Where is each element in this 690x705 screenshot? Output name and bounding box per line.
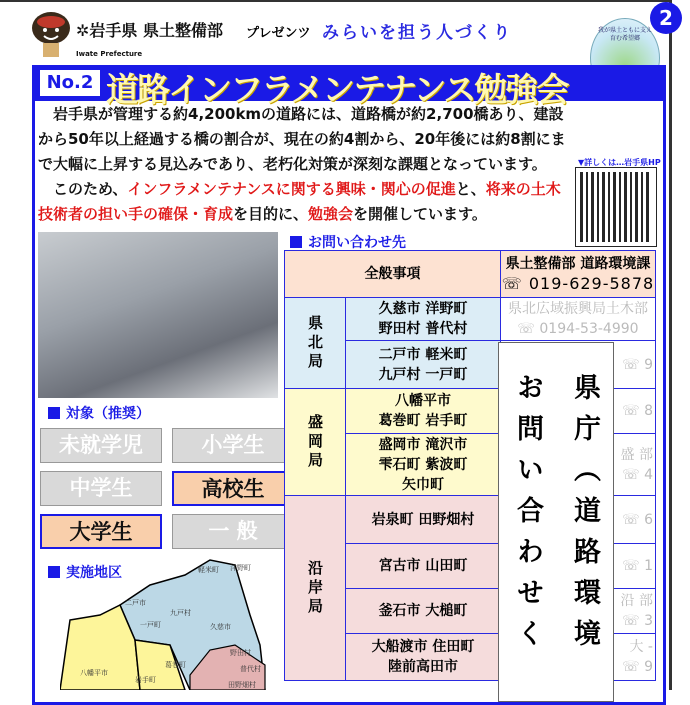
table-row — [285, 251, 656, 298]
areas — [346, 434, 501, 496]
map-label: 久慈市 — [210, 623, 231, 631]
office-contact — [501, 298, 656, 341]
prefecture-department: ✲岩手県 県土整備部 Iwate Prefecture — [76, 21, 224, 58]
area: 雫石町 紫波町 — [378, 456, 468, 473]
phone: ☏ 1 — [501, 544, 656, 589]
office: 沿 部 — [620, 593, 653, 609]
areas — [346, 298, 501, 341]
intro-paragraph-1: 岩手県が管理する約4,200kmの道路には、道路橋が約2,700橋あり、建設から50年以上経過する橋の割合が、現在の約4割から、20年後には約8割にまで大幅に上昇する見込みであり、老朽化対策が深刻な課題となっています。 — [38, 105, 566, 173]
presents-label: プレゼンツ — [246, 26, 311, 41]
phone: ☏ 3 — [622, 613, 653, 629]
target-heading — [48, 403, 150, 423]
square-bullet-icon — [48, 566, 60, 578]
phone: ☏ 4 — [622, 466, 653, 483]
target-tag: 小学生 — [172, 428, 294, 463]
highlight: 将来の土木技術者の担い手の確保・育成 — [38, 180, 561, 223]
department-name: 県土整備部 — [143, 21, 224, 40]
area: 盛岡市 滝沢市 — [378, 436, 468, 453]
area: 久慈市 洋野町 — [378, 301, 468, 317]
heading-text: 対象（推奨） — [66, 406, 150, 422]
area: 陸前高田市 — [388, 659, 458, 675]
contact-heading — [290, 232, 406, 252]
highlight: 勉強会 — [308, 205, 354, 223]
map-label: 野田村 — [230, 649, 251, 657]
map-label: 洋野町 — [230, 564, 251, 572]
area: 釜石市 大槌町 — [346, 589, 501, 634]
map-label: 二戸市 — [125, 599, 146, 607]
area: 八幡平市 — [395, 393, 451, 409]
square-bullet-icon — [290, 236, 302, 248]
map-label: 軽米町 — [198, 566, 219, 574]
office: 大 - — [629, 639, 653, 655]
prefecture-name: 岩手県 — [89, 21, 138, 40]
issue-number: No.2 — [40, 70, 100, 96]
qr-label: ▼詳しくは…岩手県HP — [578, 158, 661, 167]
target-tag: 中学生 — [40, 471, 162, 506]
study-session-photo — [38, 232, 278, 398]
area: 大船渡市 住田町 — [371, 639, 475, 655]
target-tag: 未就学児 — [40, 428, 162, 463]
phone: ☏ 9 — [501, 341, 656, 389]
text: を開催しています。 — [353, 205, 487, 223]
phone: ☏ 9 — [622, 659, 653, 675]
general-contact — [501, 251, 656, 298]
page-number-badge: 2 — [650, 2, 682, 34]
overlay-notice — [498, 342, 614, 702]
overlay-line: お問い合わせく — [512, 373, 543, 660]
region-name: 県北局 — [285, 298, 346, 389]
phone: ☏ 019-629-5878 — [501, 274, 655, 293]
intro-text — [38, 102, 574, 227]
general-label: 全般事項 — [285, 251, 501, 298]
area: 岩泉町 田野畑村 — [346, 496, 501, 544]
office: 県北広域振興局土木部 — [508, 301, 648, 317]
area: 矢巾町 — [402, 476, 444, 493]
prefecture-en: Iwate Prefecture — [76, 50, 143, 58]
highlight: インフラメンテナンスに関する興味・関心の促進 — [127, 180, 456, 198]
region-name: 沿岸局 — [285, 496, 346, 681]
area: 二戸市 軽米町 — [378, 346, 468, 363]
map-label: 岩手町 — [135, 676, 156, 684]
target-tag-recommended: 高校生 — [172, 471, 294, 506]
text: を目的に、 — [233, 205, 309, 223]
square-bullet-icon — [48, 407, 60, 419]
table-row — [285, 298, 656, 341]
qr-code[interactable] — [576, 168, 656, 246]
phone: ☏ 6 — [501, 496, 656, 544]
logo-text: 我が県土ともに支え育む希望郷 — [597, 27, 652, 42]
text: と、 — [455, 180, 486, 198]
office: 県土整備部 道路環境課 — [505, 256, 651, 272]
intro-paragraph-2 — [38, 177, 574, 227]
mascot-icon — [30, 8, 72, 58]
area: 九戸村 一戸町 — [378, 366, 468, 383]
page-title: 道路インフラメンテナンス勉強会 — [106, 70, 568, 109]
text: このため、 — [53, 180, 128, 198]
area-map — [60, 555, 285, 690]
areas — [346, 389, 501, 434]
target-tag-recommended: 大学生 — [40, 514, 162, 549]
map-label: 葛巻町 — [165, 661, 186, 669]
areas — [346, 634, 501, 681]
phone: ☏ 0194-53-4990 — [517, 321, 639, 337]
phone: ☏ 8 — [501, 389, 656, 434]
target-tag: 一 般 — [172, 514, 294, 549]
area: 宮古市 山田町 — [346, 544, 501, 589]
heading-text: 実施地区 — [66, 565, 122, 581]
slogan: みらいを担う人づくり — [322, 23, 512, 43]
map-label: 田野畑村 — [228, 681, 256, 689]
area: 野田村 普代村 — [378, 321, 468, 337]
areas — [346, 341, 501, 389]
overlay-line: 県庁（道路環境 — [569, 373, 600, 660]
map-label: 八幡平市 — [80, 669, 108, 677]
map-label: 一戸町 — [140, 621, 161, 629]
area: 葛巻町 岩手町 — [378, 413, 468, 429]
region-name: 盛岡局 — [285, 389, 346, 496]
map-label: 普代村 — [240, 665, 261, 673]
map-label: 九戸村 — [170, 609, 191, 617]
office: 盛 部 — [620, 446, 653, 463]
heading-text: お問い合わせ先 — [308, 235, 406, 251]
